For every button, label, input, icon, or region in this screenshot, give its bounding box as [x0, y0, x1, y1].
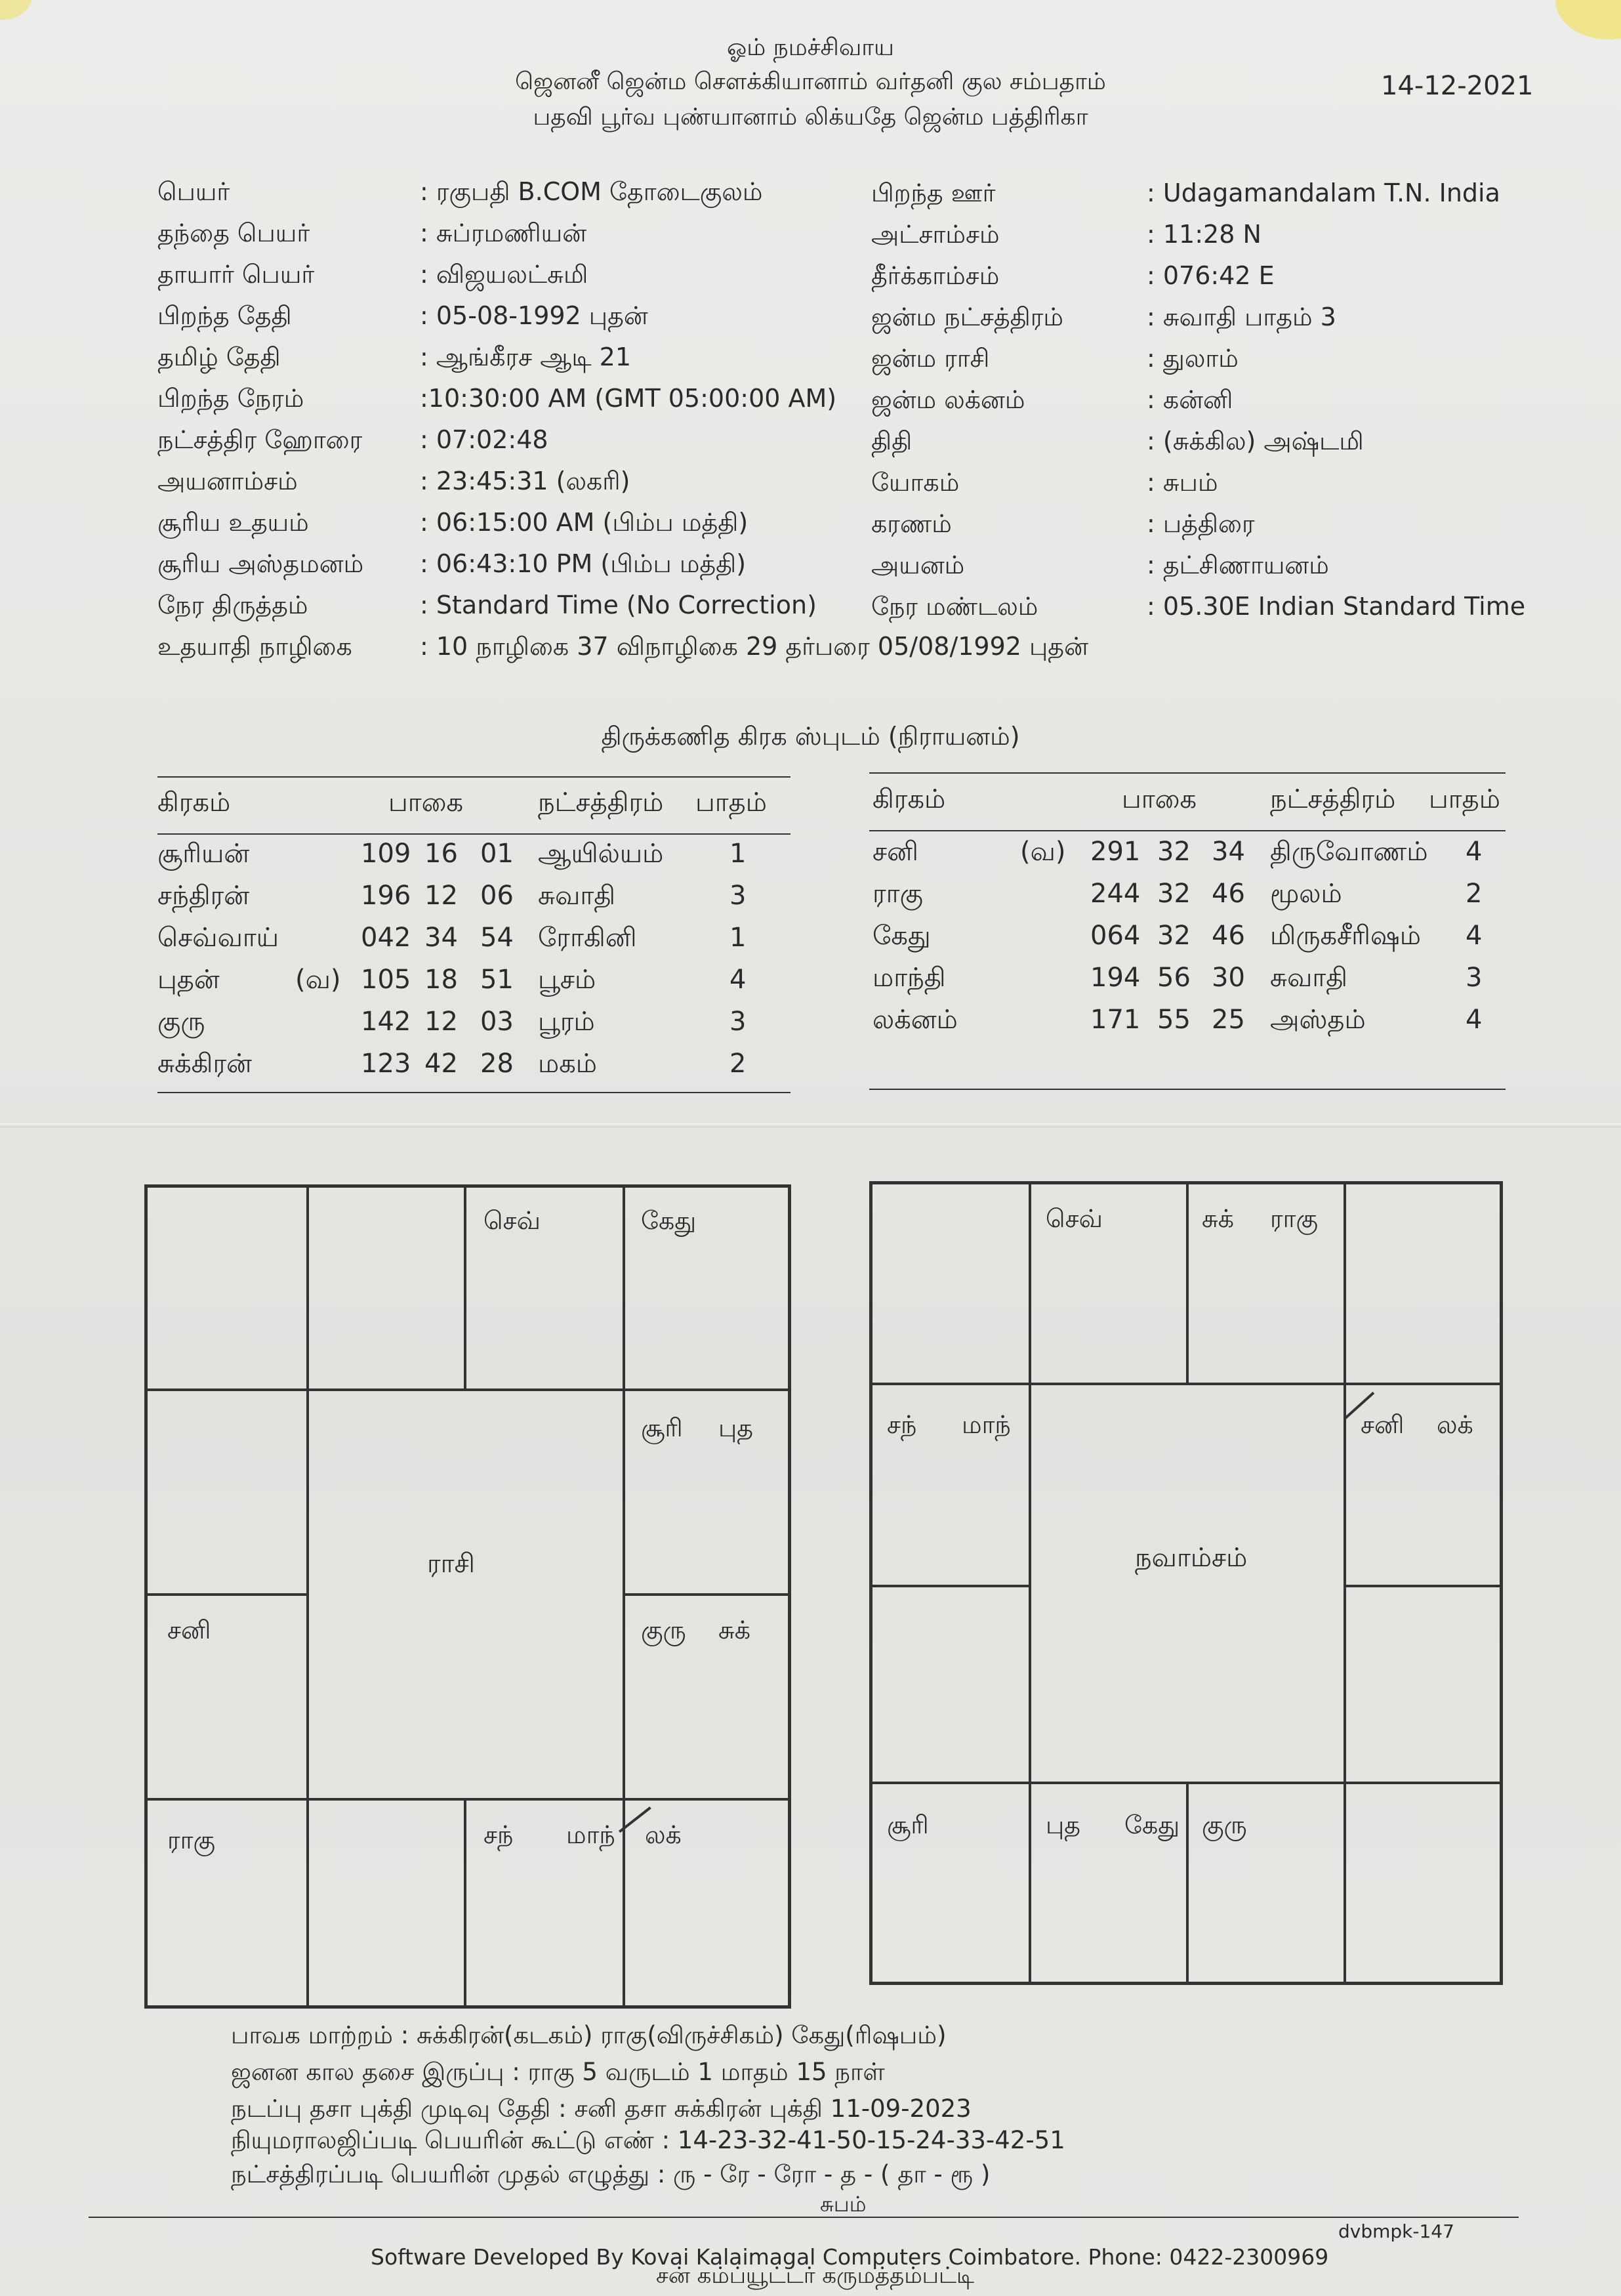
detail-value: : 06:43:10 PM (பிம்ப மத்தி) — [420, 549, 747, 578]
detail-value: : 07:02:48 — [420, 425, 548, 454]
degree: 196 — [361, 881, 411, 911]
planet-name: மாந்தி — [872, 963, 946, 993]
detail-label: நட்சத்திர ஹோரை — [157, 425, 363, 454]
table-row — [157, 923, 813, 962]
planet-name: சந்திரன் — [157, 881, 250, 911]
navamsa-house-lagna — [1345, 1384, 1501, 1586]
detail-label: அட்சாம்சம் — [871, 220, 1000, 249]
footer-line: நடப்பு தசா புக்தி முடிவு தேதி : சனி தசா சுக்கிரன் புக்தி 11-09-2023 — [231, 2095, 972, 2123]
fold-crease — [0, 1123, 1621, 1127]
house-planet: சுக் — [1202, 1204, 1235, 1233]
col-header-nakshatra: நட்சத்திரம் — [538, 787, 664, 818]
retro-mark: (வ) — [1020, 837, 1066, 867]
house-planet: சந் — [483, 1820, 514, 1849]
invocation-line: ஓம் நமச்சிவாய — [727, 34, 894, 61]
pada: 3 — [729, 881, 747, 911]
star: ரோகினி — [538, 923, 637, 953]
detail-value: : 05-08-1992 புதன் — [420, 301, 648, 330]
pada: 4 — [1466, 1005, 1483, 1035]
house-planet: சந் — [887, 1410, 917, 1439]
star: சுவாதி — [1270, 963, 1348, 993]
detail-label: அயனம் — [871, 551, 965, 579]
degree: 042 — [361, 923, 411, 953]
degree: 291 — [1090, 837, 1141, 867]
table-rule — [869, 830, 1506, 831]
star: பூசம் — [538, 965, 596, 995]
detail-value: : 11:28 N — [1147, 220, 1262, 249]
second: 54 — [480, 923, 514, 953]
subham-text: சுபம் — [820, 2192, 867, 2217]
house-planet: சனி — [1361, 1410, 1405, 1439]
minute: 55 — [1157, 1005, 1191, 1035]
degree: 109 — [361, 839, 411, 869]
navamsa-center — [1030, 1384, 1345, 1783]
rasi-house — [146, 1595, 308, 1799]
house-planet: லக் — [1437, 1410, 1473, 1439]
house-planet: ராகு — [1270, 1204, 1319, 1233]
rasi-house — [465, 1186, 624, 1390]
rasi-house — [624, 1186, 789, 1390]
detail-value: : பத்திரை — [1147, 509, 1255, 538]
navamsa-house — [871, 1384, 1030, 1586]
house-planet: செவ் — [1046, 1204, 1103, 1233]
star: திருவோணம் — [1270, 837, 1428, 867]
rasi-house-lagna — [624, 1799, 789, 2007]
table-rule — [869, 772, 1506, 774]
table-rule — [157, 1092, 790, 1093]
col-header-bhagai: பாகை — [1122, 784, 1197, 814]
planet-name: கேது — [872, 921, 931, 951]
detail-label: கரணம் — [871, 509, 952, 538]
table-row — [872, 837, 1529, 876]
house-planet: புத — [718, 1413, 754, 1442]
navamsa-chart — [869, 1181, 1503, 1985]
degree: 244 — [1090, 879, 1141, 909]
second: 28 — [480, 1049, 514, 1079]
minute: 12 — [424, 1007, 458, 1037]
detail-value: : தட்சிணாயனம் — [1147, 551, 1329, 579]
detail-label: தமிழ் தேதி — [157, 343, 281, 371]
detail-label: ஜன்ம லக்னம் — [871, 385, 1025, 414]
detail-label: பிறந்த ஊர் — [871, 178, 996, 207]
detail-label: சூரிய உதயம் — [157, 508, 309, 537]
pada: 2 — [729, 1049, 747, 1079]
col-header-nakshatra: நட்சத்திரம் — [1270, 784, 1396, 814]
col-header-padam: பாதம் — [695, 787, 767, 818]
footer-line: நட்சத்திரப்படி பெயரின் முதல் எழுத்து : ரு - ரே - ரோ - த - ( தா - ரூ ) — [231, 2160, 991, 2188]
detail-label: சூரிய அஸ்தமனம் — [157, 549, 364, 578]
footer-line: பாவக மாற்றம் : சுக்கிரன்(கடகம்) ராகு(விருச்சிகம்) கேது(ரிஷபம்) — [231, 2021, 947, 2049]
footer-rule — [89, 2217, 1519, 2218]
minute: 18 — [424, 965, 458, 995]
pada: 3 — [1466, 963, 1483, 993]
detail-value: : Standard Time (No Correction) — [420, 591, 817, 619]
detail-label: யோகம் — [871, 468, 960, 497]
navamsa-house — [1187, 1783, 1345, 1983]
detail-value: :10:30:00 AM (GMT 05:00:00 AM) — [420, 384, 837, 413]
degree: 064 — [1090, 921, 1141, 951]
rasi-house — [465, 1799, 624, 2007]
pada: 3 — [729, 1007, 747, 1037]
detail-value: : Udagamandalam T.N. India — [1147, 178, 1500, 207]
printer-name: சன் கம்ப்யூட்டர் கருமத்தம்பட்டி — [656, 2263, 975, 2289]
degree: 171 — [1090, 1005, 1141, 1035]
navamsa-house — [1030, 1783, 1187, 1983]
rasi-house — [308, 1799, 465, 2007]
detail-value: : துலாம் — [1147, 344, 1239, 373]
second: 46 — [1212, 921, 1245, 951]
detail-label: தீர்க்காம்சம் — [871, 261, 1000, 290]
pada: 1 — [729, 839, 747, 869]
print-date: 14-12-2021 — [1381, 71, 1534, 101]
header-verse-line: ஜெனனீ ஜென்ம சௌக்கியானாம் வர்தனி குல சம்பதாம் — [515, 68, 1106, 95]
detail-value: : ஆங்கீரச ஆடி 21 — [420, 343, 632, 371]
star: மிருகசீரிஷம் — [1270, 921, 1421, 951]
second: 25 — [1212, 1005, 1245, 1035]
house-planet: லக் — [645, 1820, 682, 1849]
star: பூரம் — [538, 1007, 595, 1037]
table-row — [872, 879, 1529, 918]
house-planet: சுக் — [718, 1616, 751, 1644]
rasi-house — [146, 1799, 308, 2007]
col-header-padam: பாதம் — [1429, 784, 1500, 814]
minute: 32 — [1157, 837, 1191, 867]
pada: 1 — [729, 923, 747, 953]
pada: 2 — [1466, 879, 1483, 909]
software-credit: Software Developed By Kovai Kalaimagal Computers Coimbatore. Phone: 0422-2300969 — [371, 2244, 1329, 2270]
star: ஆயில்யம் — [538, 839, 664, 869]
house-planet: மாந் — [566, 1820, 615, 1849]
house-planet: மாந் — [962, 1410, 1011, 1439]
house-planet: குரு — [641, 1616, 686, 1644]
detail-label: பிறந்த நேரம் — [157, 384, 304, 413]
minute: 32 — [1157, 879, 1191, 909]
detail-label: திதி — [871, 427, 913, 455]
col-header-bhagai: பாகை — [388, 787, 464, 818]
detail-label: நேர மண்டலம் — [871, 592, 1038, 621]
table-rule — [869, 1089, 1506, 1090]
planet-name: சுக்கிரன் — [157, 1049, 252, 1079]
table-row — [157, 965, 813, 1004]
planet-name: புதன் — [157, 965, 220, 995]
planet-name: லக்னம் — [872, 1005, 958, 1035]
house-planet: சனி — [167, 1616, 211, 1644]
detail-value: : 076:42 E — [1147, 261, 1275, 290]
star: மகம் — [538, 1049, 597, 1079]
house-planet: குரு — [1202, 1810, 1247, 1839]
detail-label: ஜன்ம ராசி — [871, 344, 990, 373]
detail-value: : சுப்ரமணியன் — [420, 219, 587, 247]
footer-line: நியுமராலஜிப்படி பெயரின் கூட்டு எண் : 14-23-32-41-50-15-24-33-42-51 — [231, 2126, 1065, 2154]
second: 46 — [1212, 879, 1245, 909]
navamsa-house — [871, 1586, 1030, 1783]
degree: 105 — [361, 965, 411, 995]
planet-name: குரு — [157, 1007, 205, 1037]
rasi-house — [624, 1595, 789, 1799]
rasi-chart — [144, 1184, 791, 2009]
rasi-center — [308, 1390, 624, 1799]
header-verse-line: பதவி பூர்வ புண்யானாம் லிக்யதே ஜென்ம பத்திரிகா — [533, 104, 1088, 131]
planet-name: சனி — [872, 837, 918, 867]
table-row — [872, 1005, 1529, 1044]
detail-value: : 06:15:00 AM (பிம்ப மத்தி) — [420, 508, 749, 537]
detail-value: : சுவாதி பாதம் 3 — [1147, 303, 1336, 331]
detail-value: : விஜயலட்சுமி — [420, 260, 588, 289]
second: 01 — [480, 839, 514, 869]
detail-label: அயனாம்சம் — [157, 467, 298, 495]
navamsa-house — [1187, 1183, 1345, 1384]
detail-label: உதயாதி நாழிகை — [157, 632, 352, 661]
navamsa-house — [1345, 1183, 1501, 1384]
house-planet: கேது — [1124, 1810, 1180, 1839]
table-row — [872, 921, 1529, 960]
table-row — [157, 1007, 813, 1046]
detail-label: தந்தை பெயர் — [157, 219, 310, 247]
planet-name: சூரியன் — [157, 839, 250, 869]
rasi-house — [624, 1390, 789, 1595]
rasi-house — [146, 1390, 308, 1595]
degree: 123 — [361, 1049, 411, 1079]
detail-label: தாயார் பெயர் — [157, 260, 315, 289]
second: 30 — [1212, 963, 1245, 993]
planet-section-title: திருக்கணித கிரக ஸ்புடம் (நிராயனம்) — [601, 722, 1020, 751]
detail-label: நேர திருத்தம் — [157, 591, 308, 619]
star: மூலம் — [1270, 879, 1342, 909]
second: 03 — [480, 1007, 514, 1037]
pada: 4 — [729, 965, 747, 995]
chart-title: நவாம்சம் — [1135, 1543, 1248, 1573]
star: சுவாதி — [538, 881, 616, 911]
col-header-graham: கிரகம் — [157, 787, 231, 818]
house-planet: ராகு — [167, 1826, 216, 1854]
house-planet: புத — [1046, 1810, 1081, 1839]
navamsa-house — [1345, 1783, 1501, 1983]
detail-value: : (சுக்கில) அஷ்டமி — [1147, 427, 1364, 455]
detail-value: : 23:45:31 (லகரி) — [420, 467, 630, 495]
software-code: dvbmpk-147 — [1338, 2221, 1454, 2242]
minute: 32 — [1157, 921, 1191, 951]
navamsa-house — [1030, 1183, 1187, 1384]
degree: 194 — [1090, 963, 1141, 993]
second: 51 — [480, 965, 514, 995]
minute: 56 — [1157, 963, 1191, 993]
pada: 4 — [1466, 921, 1483, 951]
planet-name: செவ்வாய் — [157, 923, 279, 953]
minute: 34 — [424, 923, 458, 953]
table-rule — [157, 833, 790, 835]
house-planet: கேது — [641, 1206, 697, 1235]
second: 06 — [480, 881, 514, 911]
minute: 42 — [424, 1049, 458, 1079]
rasi-house — [146, 1186, 308, 1390]
table-row — [157, 881, 813, 920]
detail-label: பிறந்த தேதி — [157, 301, 292, 330]
degree: 142 — [361, 1007, 411, 1037]
house-planet: சூரி — [641, 1413, 683, 1442]
navamsa-house — [871, 1783, 1030, 1983]
detail-value: : 05.30E Indian Standard Time — [1147, 592, 1526, 621]
table-row — [872, 963, 1529, 1002]
star: அஸ்தம் — [1270, 1005, 1366, 1035]
house-planet: செவ் — [483, 1206, 541, 1235]
col-header-graham: கிரகம் — [872, 784, 946, 814]
detail-value: : சுபம் — [1147, 468, 1218, 497]
navamsa-house — [871, 1183, 1030, 1384]
detail-value: : 10 நாழிகை 37 விநாழிகை 29 தர்பரை 05/08/1992 புதன் — [420, 632, 1088, 661]
minute: 12 — [424, 881, 458, 911]
detail-value: : ரகுபதி B.COM தோடைகுலம் — [420, 177, 763, 206]
retro-mark: (வ) — [295, 965, 341, 995]
planet-name: ராகு — [872, 879, 923, 909]
navamsa-house — [1345, 1586, 1501, 1783]
minute: 16 — [424, 839, 458, 869]
rasi-house — [308, 1186, 465, 1390]
detail-label: பெயர் — [157, 177, 230, 206]
pada: 4 — [1466, 837, 1483, 867]
table-row — [157, 1049, 813, 1088]
table-row — [157, 839, 813, 878]
house-planet: சூரி — [887, 1810, 929, 1839]
detail-label: ஜன்ம நட்சத்திரம் — [871, 303, 1063, 331]
footer-line: ஜனன கால தசை இருப்பு : ராகு 5 வருடம் 1 மாதம் 15 நாள் — [231, 2058, 885, 2086]
table-rule — [157, 776, 790, 778]
detail-value: : கன்னி — [1147, 385, 1233, 414]
chart-title: ராசி — [427, 1549, 475, 1579]
second: 34 — [1212, 837, 1245, 867]
